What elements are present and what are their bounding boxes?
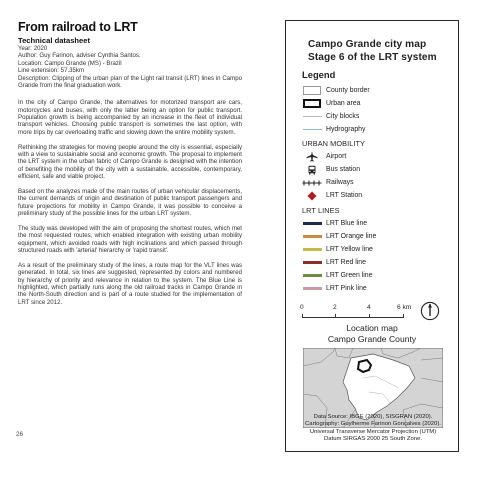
page-number: 26 <box>16 431 24 438</box>
urban-mobility-heading: URBAN MOBILITY <box>302 139 366 148</box>
body-paragraph: Rethinking the strategies for moving people around the city is essential, especially with a view to sustainable social and economic growth. The proposal to implement the LRT system in the urban fabric of Campo Grande is designed with the intention of benefiting the mobility of the city with a sustainable, accessible, contemporary, efficient, safe and viable project. <box>18 143 242 181</box>
legend-item-lrt-orange <box>302 231 376 242</box>
legend-item-label: LRT Pink line <box>326 285 367 292</box>
source-line: Data Source: IBGE (2020), SISGRAN (2020). <box>313 414 433 420</box>
legend-item-city-blocks <box>302 111 359 122</box>
line-swatch-icon <box>302 244 322 255</box>
legend-item-lrt-yellow <box>302 244 373 255</box>
legend-heading: Legend <box>302 69 336 80</box>
scale-label: 2 <box>333 304 337 311</box>
city-blocks-icon <box>302 111 322 122</box>
legend-item-label: LRT Blue line <box>326 220 368 227</box>
line-swatch-icon <box>302 231 322 242</box>
meta-extension: Line extension: 57.35km <box>18 67 85 75</box>
document-subtitle: Technical datasheet <box>18 36 91 45</box>
legend-item-label: LRT Orange line <box>326 233 377 240</box>
legend-item-label: LRT Green line <box>326 272 373 279</box>
meta-description: Description: Clipping of the urban plan of the Light rail transit (LRT) lines in Campo Grande from the final graduation work. <box>18 74 242 90</box>
map-title <box>308 39 458 64</box>
scale-tick <box>403 314 404 318</box>
scale-label: 4 <box>367 304 371 311</box>
legend-item-lrt-station <box>302 190 362 201</box>
source-line: Universal Transverse Mercator Projection (UTM) <box>309 428 437 435</box>
legend-item-label: Hydrography <box>326 126 366 133</box>
legend-item-county-border <box>302 85 370 96</box>
legend-item-lrt-green <box>302 270 372 281</box>
legend-item-urban-area <box>302 98 360 109</box>
metadata-block <box>18 45 242 89</box>
scale-tick <box>302 314 303 318</box>
legend-item-label: Bus station <box>326 166 361 173</box>
meta-author: Author: Guy Farinon, adviser Cynthia Santos. <box>18 52 141 60</box>
hydrography-icon <box>302 124 322 135</box>
meta-year: Year: 2020 <box>18 45 48 52</box>
legend-item-lrt-pink <box>302 283 367 294</box>
data-source <box>290 414 456 443</box>
document-title: From railroad to LRT <box>18 20 138 34</box>
legend-item-lrt-blue <box>302 218 367 229</box>
scale-line <box>302 317 404 318</box>
legend-item-label: LRT Red line <box>326 259 366 266</box>
location-title-line: Campo Grande County <box>327 333 417 344</box>
legend-item-label: County border <box>326 87 370 94</box>
body-paragraph: As a result of the preliminary study of the lines, a route map for the VLT lines was generated. In total, six lines are suggested, represented by colors and numbered by hierarchy of priority and relevance in relation to the system. The Blue Line is highlighted, which partially runs along the old railroad tracks in Campo Grande in the North-South direction and is part of a route studied for the implementation of LRT since 2012. <box>18 262 242 306</box>
datasheet-column <box>18 20 242 306</box>
map-title-line: Stage 6 of the LRT system <box>308 51 437 63</box>
line-swatch-icon <box>302 270 322 281</box>
source-line: Cartography: Guylherme Farinon Gonçalves (2020). <box>305 421 441 428</box>
railway-icon <box>302 177 322 188</box>
lrt-lines-heading: LRT LINES <box>302 206 340 215</box>
legend-item-label: Railways <box>326 179 354 186</box>
lrt-station-icon <box>302 190 322 201</box>
legend-item-airport <box>302 151 346 162</box>
scale-label: 6 km <box>397 304 412 311</box>
legend-item-bus-station <box>302 164 360 175</box>
body-paragraph: Based on the analyzes made of the main routes of urban vehicular displacements, the current demands of origin and destination of public transport passengers and future projections for mobility in Campo Grande, it was possible to conceive a preliminary study of the possible lines for the urban LRT system. <box>18 188 242 218</box>
map-panel <box>285 20 459 452</box>
scale-tick <box>335 314 336 318</box>
bus-station-icon <box>302 164 322 175</box>
north-arrow-icon <box>420 301 440 321</box>
line-swatch-icon <box>302 218 322 229</box>
line-swatch-icon <box>302 257 322 268</box>
scale-label: 0 <box>300 304 304 311</box>
scale-tick <box>369 314 370 318</box>
location-title-line: Location map <box>346 323 398 333</box>
legend-item-label: Airport <box>326 153 347 160</box>
source-line: Datum SIRGAS 2000 25 South Zone. <box>324 435 422 442</box>
legend-item-railways <box>302 177 354 188</box>
location-map-title <box>286 323 458 344</box>
county-border-icon <box>302 85 322 96</box>
body-paragraph: In the city of Campo Grande, the alternatives for motorized transport are cars, motorcycles and buses, with only the latter being an option for public transport. Population growth is being accompanied by an increase in the fleet of individual transport vehicles. Choosing public transport is sometimes the last option, with more trips by car overloading traffic and slowing down the entire mobility system. <box>18 99 242 136</box>
map-title-line: Campo Grande city map <box>308 39 427 50</box>
body-paragraph: The study was developed with the aim of proposing the shortest routes, which met the most requested routes, which enabled integration with existing urban mobility equipment, which avoided roads with high inclinations and which passed through structured roads with 'arterial' hierarchy or 'rapid transit'. <box>18 225 242 255</box>
legend-item-label: Urban area <box>326 100 361 107</box>
airplane-icon <box>302 151 322 162</box>
urban-area-icon <box>302 98 322 109</box>
legend-item-label: City blocks <box>326 113 360 120</box>
legend-item-lrt-red <box>302 257 366 268</box>
legend-item-hydrography <box>302 124 365 135</box>
legend-item-label: LRT Station <box>326 192 363 199</box>
line-swatch-icon <box>302 283 322 294</box>
legend-item-label: LRT Yellow line <box>326 246 373 253</box>
meta-location: Location: Campo Grande (MS) - Brazil <box>18 59 122 67</box>
